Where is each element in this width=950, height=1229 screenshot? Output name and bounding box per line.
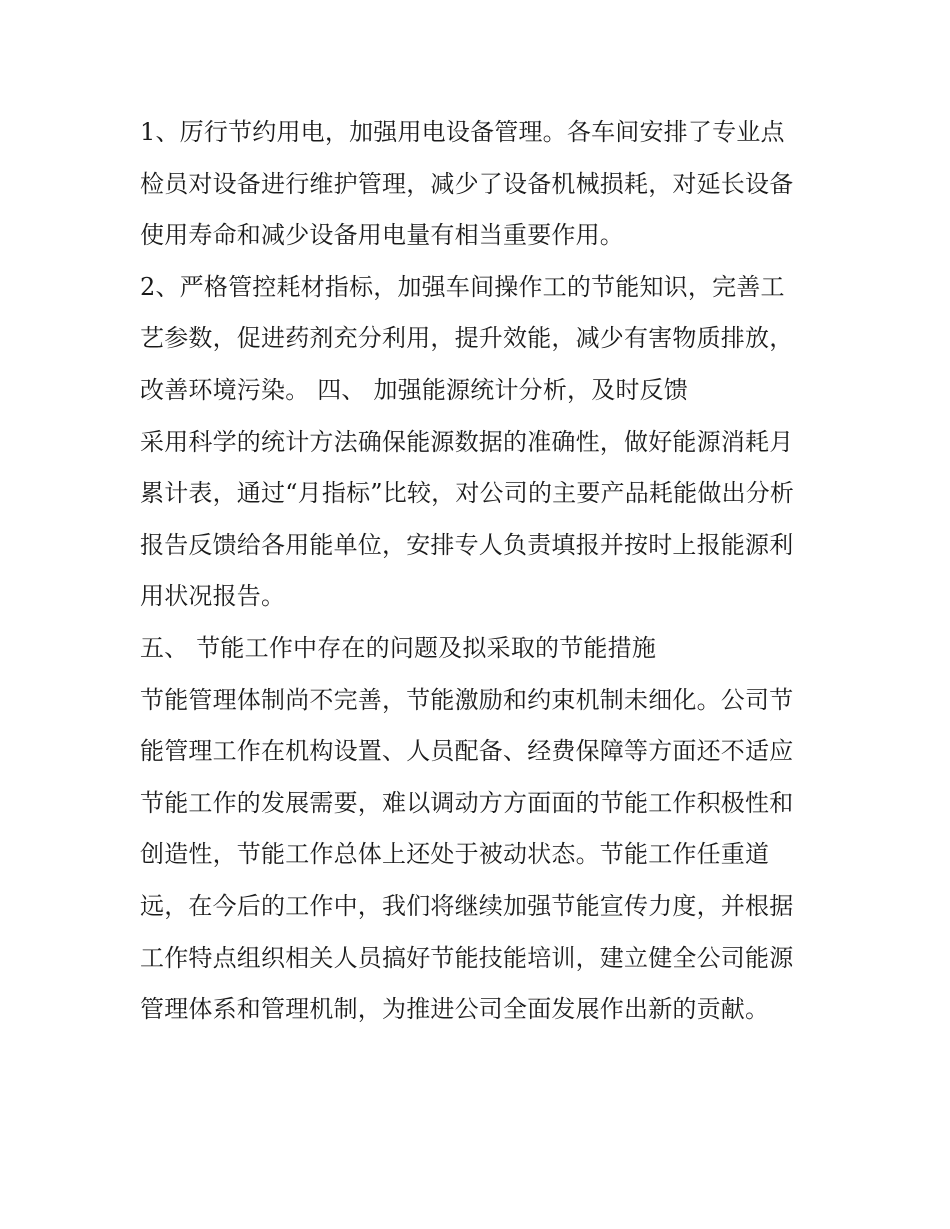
text-line: 检员对设备进行维护管理，减少了设备机械损耗，对延长设备 (140, 169, 794, 198)
text-line: 管理体系和管理机制，为推进公司全面发展作出新的贡献。 (140, 995, 770, 1024)
text-line: 工作特点组织相关人员搞好节能技能培训，建立健全公司能源 (140, 943, 794, 972)
text-line: 创造性，节能工作总体上还处于被动状态。节能工作任重道 (140, 840, 770, 869)
text-line: 改善环境污染。 四、 加强能源统计分析，及时反馈 (140, 375, 689, 404)
text-line: 使用寿命和减少设备用电量有相当重要作用。 (140, 221, 624, 250)
text-line: 累计表，通过“月指标”比较，对公司的主要产品耗能做出分析 (140, 479, 795, 508)
document-body (140, 107, 820, 1036)
text-line: 报告反馈给各用能单位，安排专人负责填报并按时上报能源利 (140, 530, 794, 559)
text-line: 采用科学的统计方法确保能源数据的准确性，做好能源消耗月 (140, 427, 794, 456)
text-line: 节能工作的发展需要，难以调动方方面面的节能工作积极性和 (140, 788, 794, 817)
text-line: 节能管理体制尚不完善，节能激励和约束机制未细化。公司节 (140, 685, 794, 714)
text-line: 1、厉行节约用电，加强用电设备管理。各车间安排了专业点 (140, 118, 785, 146)
text-line: 能管理工作在机构设置、人员配备、经费保障等方面还不适应 (140, 737, 794, 766)
text-line: 艺参数，促进药剂充分利用，提升效能，减少有害物质排放， (140, 324, 794, 353)
text-line: 用状况报告。 (140, 582, 286, 611)
section-heading: 五、 节能工作中存在的问题及拟采取的节能措施 (140, 633, 657, 662)
text-line: 远，在今后的工作中，我们将继续加强节能宣传力度，并根据 (140, 891, 794, 920)
text-line: 2、严格管控耗材指标，加强车间操作工的节能知识，完善工 (140, 272, 785, 301)
